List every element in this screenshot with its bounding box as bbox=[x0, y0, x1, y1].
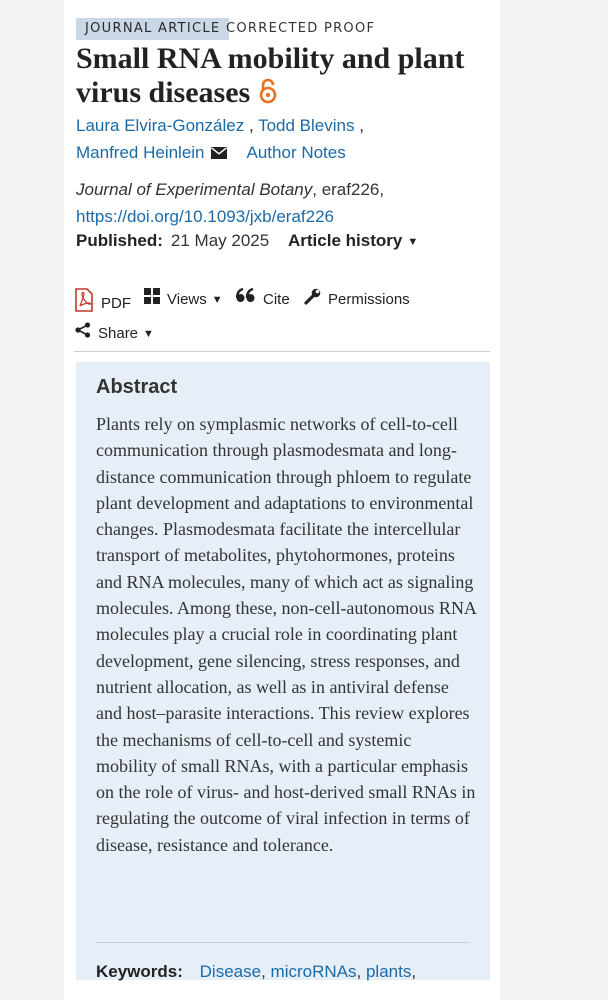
keyword-link-disease[interactable]: Disease bbox=[199, 962, 262, 981]
pdf-button[interactable] bbox=[74, 288, 131, 319]
views-dropdown[interactable] bbox=[144, 288, 223, 311]
pdf-label: PDF bbox=[101, 294, 131, 312]
keyword-link-plants[interactable]: plants bbox=[365, 962, 412, 981]
grid-icon bbox=[144, 288, 167, 311]
chevron-down-icon: ▼ bbox=[407, 236, 419, 248]
permissions-button[interactable] bbox=[304, 288, 410, 312]
share-label: Share bbox=[98, 324, 139, 342]
keyword-separator: , bbox=[356, 962, 362, 981]
views-label: Views bbox=[167, 290, 207, 308]
author-notes-link[interactable]: Author Notes bbox=[246, 143, 346, 162]
abstract-section bbox=[76, 362, 490, 980]
article-title bbox=[76, 42, 496, 112]
quote-icon bbox=[236, 288, 263, 311]
share-icon bbox=[75, 322, 98, 345]
abstract-text: Plants rely on symplasmic networks of cell-to-cell communication through plasmodesmata and long-distance communication through phloem to regulate plant development and adaptations to environmental changes. Plasmodesmata facilitate the intercellular transport of metabolites, phytohormones, proteins and RNA molecules, many of which act as signaling molecules. Among these, non-cell-autonomous RNA molecules play a crucial role in coordinating plant development, gene silencing, stress responses, and nutrient allocation, as well as in antiviral defense and host–parasite interactions. This review explores the mechanisms of cell-to-cell and systemic mobility of small RNAs, with a particular emphasis on the role of virus- and host-derived small RNAs in regulating the outcome of viral infection in terms of disease, resistance and tolerance. bbox=[96, 414, 476, 855]
chevron-down-icon: ▼ bbox=[143, 327, 154, 340]
toolbar-divider bbox=[74, 351, 490, 352]
author-separator: , bbox=[248, 116, 254, 135]
email-envelope-icon[interactable] bbox=[211, 140, 227, 167]
proof-status: CORRECTED PROOF bbox=[226, 21, 376, 36]
abstract-divider bbox=[96, 942, 470, 943]
author-link-2[interactable]: Todd Blevins bbox=[258, 116, 355, 135]
wrench-icon bbox=[304, 288, 328, 312]
keyword-separator: , bbox=[261, 962, 266, 981]
open-access-lock-icon bbox=[258, 78, 278, 112]
journal-article-id: , eraf226, bbox=[312, 180, 385, 199]
cite-button[interactable] bbox=[236, 288, 290, 311]
chevron-down-icon: ▼ bbox=[211, 293, 223, 306]
published-info bbox=[76, 229, 269, 253]
article-type-badge: JOURNAL ARTICLE bbox=[76, 18, 229, 40]
article-history-dropdown[interactable] bbox=[288, 229, 418, 254]
journal-name: Journal of Experimental Botany bbox=[76, 180, 313, 199]
keywords-label: Keywords: bbox=[96, 962, 183, 981]
article-page bbox=[64, 0, 500, 1000]
keyword-separator: , bbox=[411, 962, 417, 981]
author-list bbox=[76, 112, 496, 167]
share-dropdown[interactable] bbox=[75, 322, 154, 345]
cite-label: Cite bbox=[263, 290, 290, 308]
article-history-label: Article history bbox=[288, 231, 403, 250]
keyword-link-micrornas[interactable]: microRNAs bbox=[270, 962, 357, 981]
keywords-row bbox=[96, 960, 416, 984]
published-date: 21 May 2025 bbox=[170, 231, 270, 250]
published-label: Published: bbox=[76, 231, 163, 250]
author-separator: , bbox=[359, 116, 364, 135]
author-link-3[interactable]: Manfred Heinlein bbox=[76, 143, 205, 162]
doi-link[interactable]: https://doi.org/10.1093/jxb/eraf226 bbox=[76, 207, 335, 226]
author-link-1[interactable]: Laura Elvira-González bbox=[76, 116, 245, 135]
abstract-heading: Abstract bbox=[96, 376, 178, 398]
pdf-file-icon bbox=[74, 288, 101, 319]
permissions-label: Permissions bbox=[328, 291, 410, 308]
journal-citation bbox=[76, 176, 496, 230]
article-title-text: Small RNA mobility and plant virus diseases bbox=[76, 42, 465, 109]
